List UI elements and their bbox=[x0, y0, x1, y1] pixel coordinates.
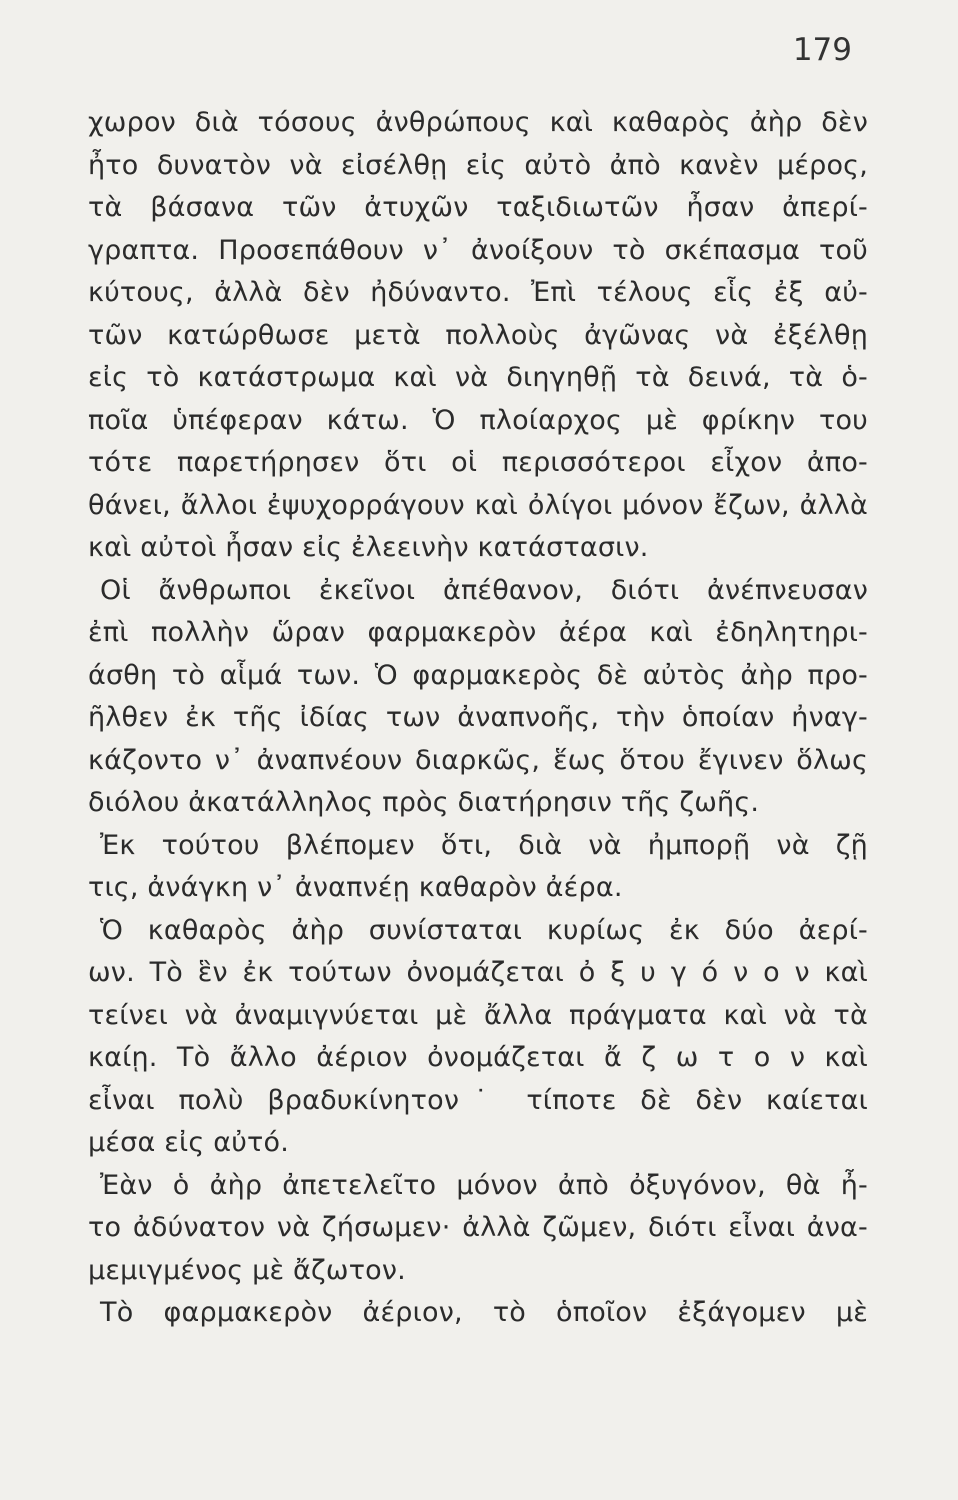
text-line: το ἀδύνατον νὰ ζήσωμεν· ἀλλὰ ζῶμεν, διότι εἶναι ἀνα- bbox=[88, 1212, 868, 1243]
text-line: ἐπὶ πολλὴν ὥραν φαρμακερὸν ἀέρα καὶ ἐδηλητηρι- bbox=[88, 617, 868, 648]
text-line: Τὸ φαρμακερὸν ἀέριον, τὸ ὁποῖον ἐξάγομεν μὲ bbox=[100, 1297, 868, 1328]
text-line: καίῃ. Τὸ ἄλλο ἀέριον ὀνομάζεται ἄ ζ ω τ ο ν καὶ bbox=[88, 1042, 868, 1073]
text-line: χωρον διὰ τόσους ἀνθρώπους καὶ καθαρὸς ἀὴρ δὲν bbox=[88, 107, 868, 138]
text-line: ῆλθεν ἐκ τῆς ἰδίας των ἀναπνοῆς, τὴν ὁποίαν ἠναγ- bbox=[88, 702, 868, 733]
text-line: εἰς τὸ κατάστρωμα καὶ νὰ διηγηθῇ τὰ δεινά, τὰ ὁ- bbox=[88, 362, 868, 393]
text-line: ων. Τὸ ἓν ἐκ τούτων ὀνομάζεται ὀ ξ υ γ ό ν ο ν καὶ bbox=[88, 957, 868, 988]
text-line: τείνει νὰ ἀναμιγνύεται μὲ ἄλλα πράγματα καὶ νὰ τὰ bbox=[88, 999, 868, 1031]
text-line: θάνει, ἄλλοι ἐψυχορράγουν καὶ ὀλίγοι μόνον ἔζων, ἀλλὰ bbox=[88, 489, 868, 521]
text-line: Ἐκ τούτου βλέπομεν ὅτι, διὰ νὰ ἠμπορῇ νὰ ζῇ bbox=[100, 829, 868, 861]
page-number: 179 bbox=[792, 32, 852, 68]
text-line: εἶναι πολὺ βραδυκίνητον˙ τίποτε δὲ δὲν καίεται bbox=[88, 1084, 868, 1116]
text-line: ἦτο δυνατὸν νὰ εἰσέλθῃ εἰς αὐτὸ ἀπὸ κανὲν μέρος, bbox=[88, 149, 868, 181]
text-line: άσθη τὸ αἷμά των. Ὁ φαρμακερὸς δὲ αὐτὸς ἀὴρ προ- bbox=[88, 659, 868, 691]
text-line: Ἐὰν ὁ ἀὴρ ἀπετελεῖτο μόνον ἀπὸ ὀξυγόνον, θὰ ἦ- bbox=[100, 1169, 868, 1201]
text-line: τὰ βάσανα τῶν ἀτυχῶν ταξιδιωτῶν ἦσαν ἀπερί- bbox=[88, 192, 868, 223]
text-line: γραπτα. Προσεπάθουν ν᾽ ἀνοίξουν τὸ σκέπασμα τοῦ bbox=[88, 234, 868, 266]
text-line: μεμιγμένος μὲ ἄζωτον. bbox=[88, 1254, 406, 1286]
text-line: Ὁ καθαρὸς ἀὴρ συνίσταται κυρίως ἐκ δύο ἀερί- bbox=[100, 914, 868, 946]
text-line: τῶν κατώρθωσε μετὰ πολλοὺς ἀγῶνας νὰ ἐξέλθῃ bbox=[88, 319, 868, 351]
body-text bbox=[88, 102, 868, 1335]
text-line: ποῖα ὑπέφεραν κάτω. Ὁ πλοίαρχος μὲ φρίκην του bbox=[88, 404, 868, 436]
text-line: κάζοντο ν᾽ ἀναπνέουν διαρκῶς, ἕως ὅτου ἔγινεν ὅλως bbox=[88, 744, 868, 776]
text-line: Οἱ ἄνθρωποι ἐκεῖνοι ἀπέθανον, διότι ἀνέπνευσαν bbox=[100, 574, 868, 606]
text-line: τότε παρετήρησεν ὅτι οἱ περισσότεροι εἶχον ἀπο- bbox=[88, 447, 868, 478]
text-line: κύτους, ἀλλὰ δὲν ἠδύναντο. Ἐπὶ τέλους εἷς ἐξ αὐ- bbox=[88, 277, 868, 308]
text-line: καὶ αὐτοὶ ἦσαν εἰς ἐλεεινὴν κατάστασιν. bbox=[88, 532, 649, 563]
text-line: τις, ἀνάγκη ν᾽ ἀναπνέῃ καθαρὸν ἀέρα. bbox=[88, 872, 623, 903]
text-line: διόλου ἀκατάλληλος πρὸς διατήρησιν τῆς ζωῆς. bbox=[88, 787, 760, 818]
text-line: μέσα εἰς αὐτό. bbox=[88, 1127, 290, 1158]
